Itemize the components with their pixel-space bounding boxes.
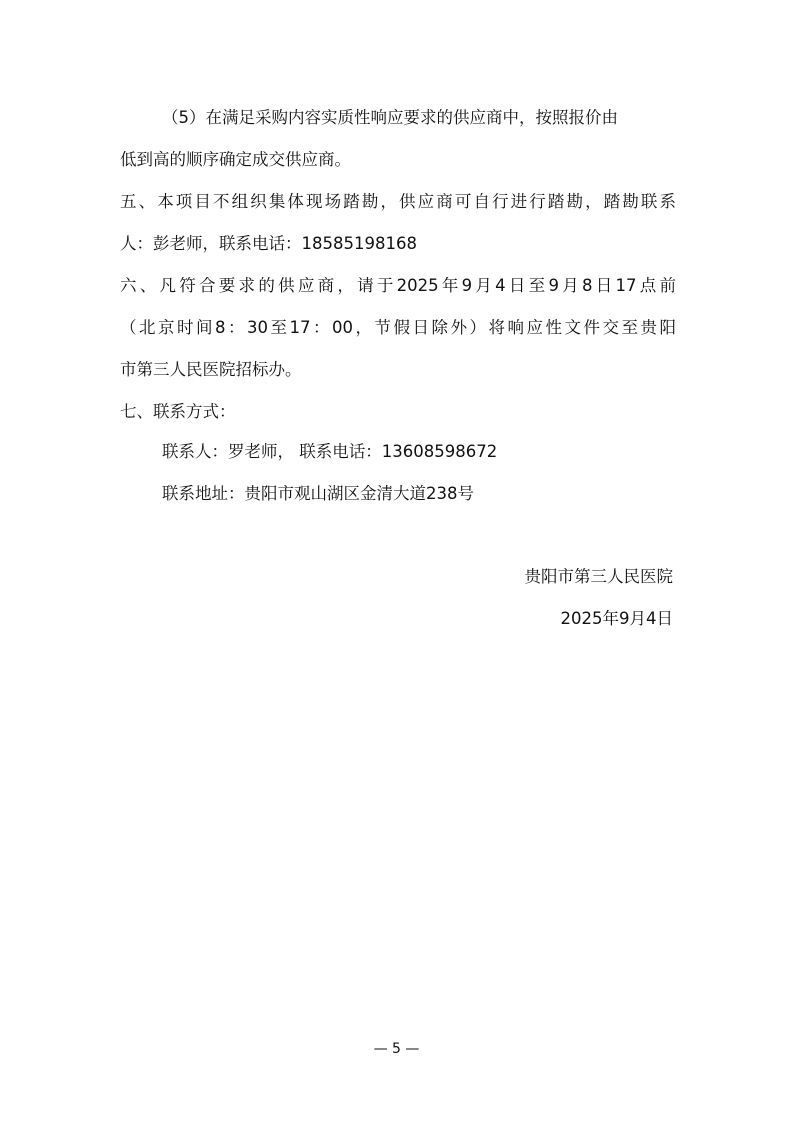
page-number: — 5 — xyxy=(373,1041,420,1057)
section7-heading: 七、联系方式： xyxy=(120,402,236,421)
contact-person-line: 联系人：罗老师， 联系电话：13608598672 xyxy=(162,442,498,461)
section6-line2: （北京时间8：30至17：00，节假日除外）将响应性文件交至贵阳 xyxy=(120,318,676,337)
signature-date: 2025年9月4日 xyxy=(560,609,673,628)
signature-organization: 贵阳市第三人民医院 xyxy=(524,567,673,586)
section5-line1: 五、本项目不组织集体现场踏勘，供应商可自行进行踏勘，踏勘联系 xyxy=(120,192,676,211)
section6-line1: 六、凡符合要求的供应商，请于2025年9月4日至9月8日17点前 xyxy=(120,276,676,295)
contact-address-line: 联系地址：贵阳市观山湖区金清大道238号 xyxy=(162,484,474,503)
item5-line2: 低到高的顺序确定成交供应商。 xyxy=(120,150,351,169)
item5-line1: （5）在满足采购内容实质性响应要求的供应商中，按照报价由 xyxy=(162,108,618,127)
section6-line3: 市第三人民医院招标办。 xyxy=(120,360,302,379)
section5-line2: 人：彭老师，联系电话：18585198168 xyxy=(120,234,417,253)
